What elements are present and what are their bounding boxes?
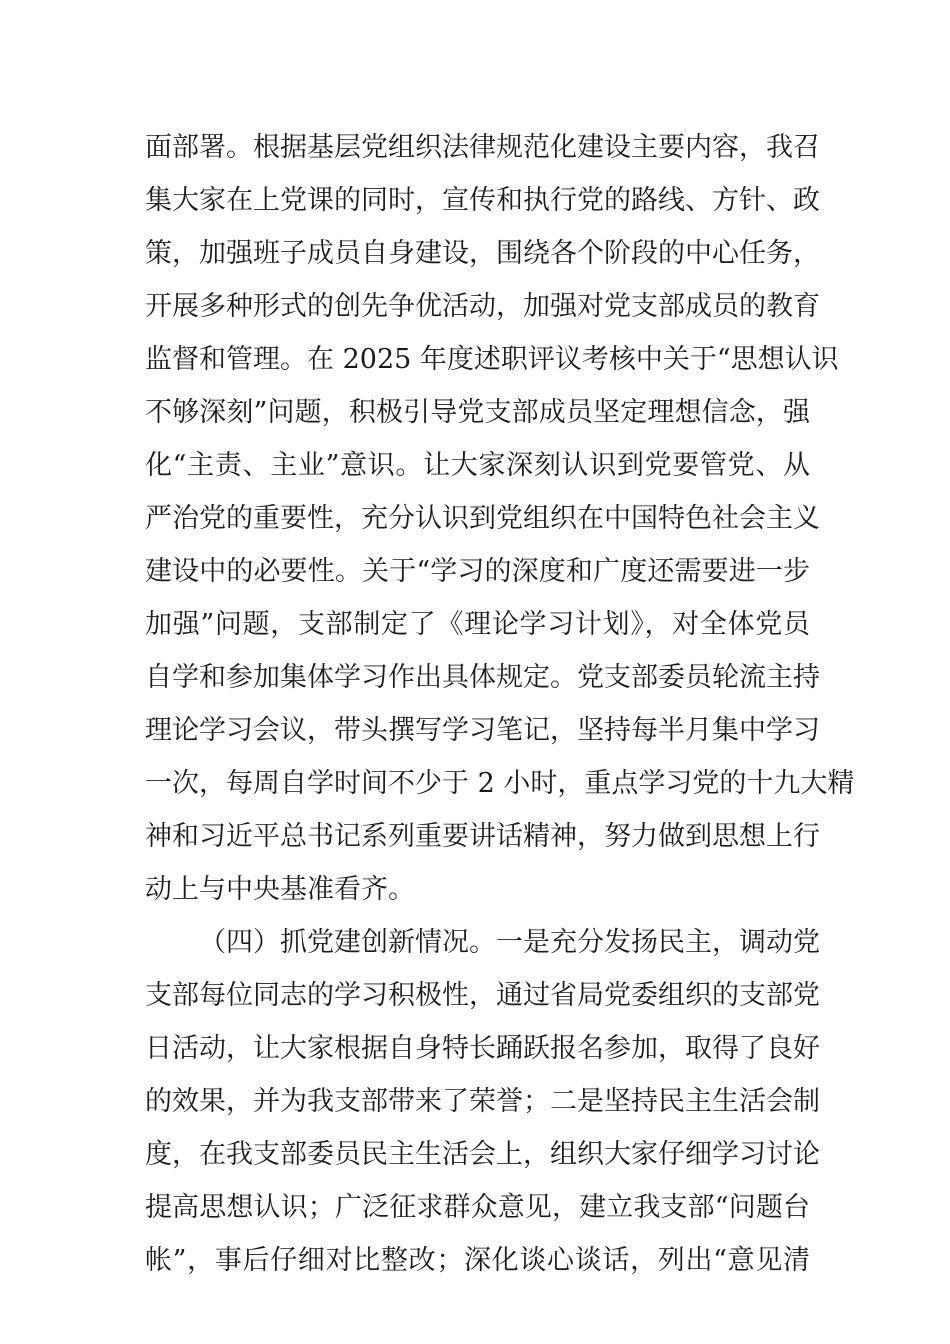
text-line: 日活动，让大家根据自身特长踊跃报名参加，取得了良好 [145, 1033, 820, 1064]
text-line: 的效果，并为我支部带来了荣誉；二是坚持民主生活会制 [145, 1086, 820, 1117]
text-line: 度，在我支部委员民主生活会上，组织大家仔细学习讨论 [145, 1139, 820, 1170]
text-line: 策，加强班子成员自身建设，围绕各个阶段的中心任务， [145, 238, 820, 269]
text-line: 动上与中央基准看齐。 [145, 874, 415, 905]
text-line: 集大家在上党课的同时，宣传和执行党的路线、方针、政 [145, 185, 820, 216]
text-line: 自学和参加集体学习作出具体规定。党支部委员轮流主持 [145, 662, 820, 693]
text-line: 严治党的重要性，充分认识到党组织在中国特色社会主义 [145, 503, 820, 534]
text-line: 理论学习会议，带头撰写学习笔记，坚持每半月集中学习 [145, 715, 820, 746]
text-line: （四）抓党建创新情况。一是充分发扬民主，调动党 [199, 927, 820, 958]
text-line: 神和习近平总书记系列重要讲话精神，努力做到思想上行 [145, 821, 820, 852]
text-line: 化“主责、主业”意识。让大家深刻认识到党要管党、从 [145, 450, 810, 481]
text-line: 监督和管理。在 2025 年度述职评议考核中关于“思想认识 [145, 344, 839, 375]
text-line: 一次，每周自学时间不少于 2 小时，重点学习党的十九大精 [145, 768, 855, 799]
text-line: 面部署。根据基层党组织法律规范化建设主要内容，我召 [145, 132, 820, 163]
text-line: 开展多种形式的创先争优活动，加强对党支部成员的教育 [145, 291, 820, 322]
text-line: 帐”，事后仔细对比整改；深化谈心谈话，列出“意见清 [145, 1245, 810, 1276]
text-line: 建设中的必要性。关于“学习的深度和广度还需要进一步 [145, 556, 810, 587]
text-line: 不够深刻”问题，积极引导党支部成员坚定理想信念，强 [145, 397, 810, 428]
text-line: 提高思想认识；广泛征求群众意见，建立我支部“问题台 [145, 1192, 810, 1223]
text-line: 支部每位同志的学习积极性，通过省局党委组织的支部党 [145, 980, 820, 1011]
text-line: 加强”问题，支部制定了《理论学习计划》，对全体党员 [145, 609, 810, 640]
